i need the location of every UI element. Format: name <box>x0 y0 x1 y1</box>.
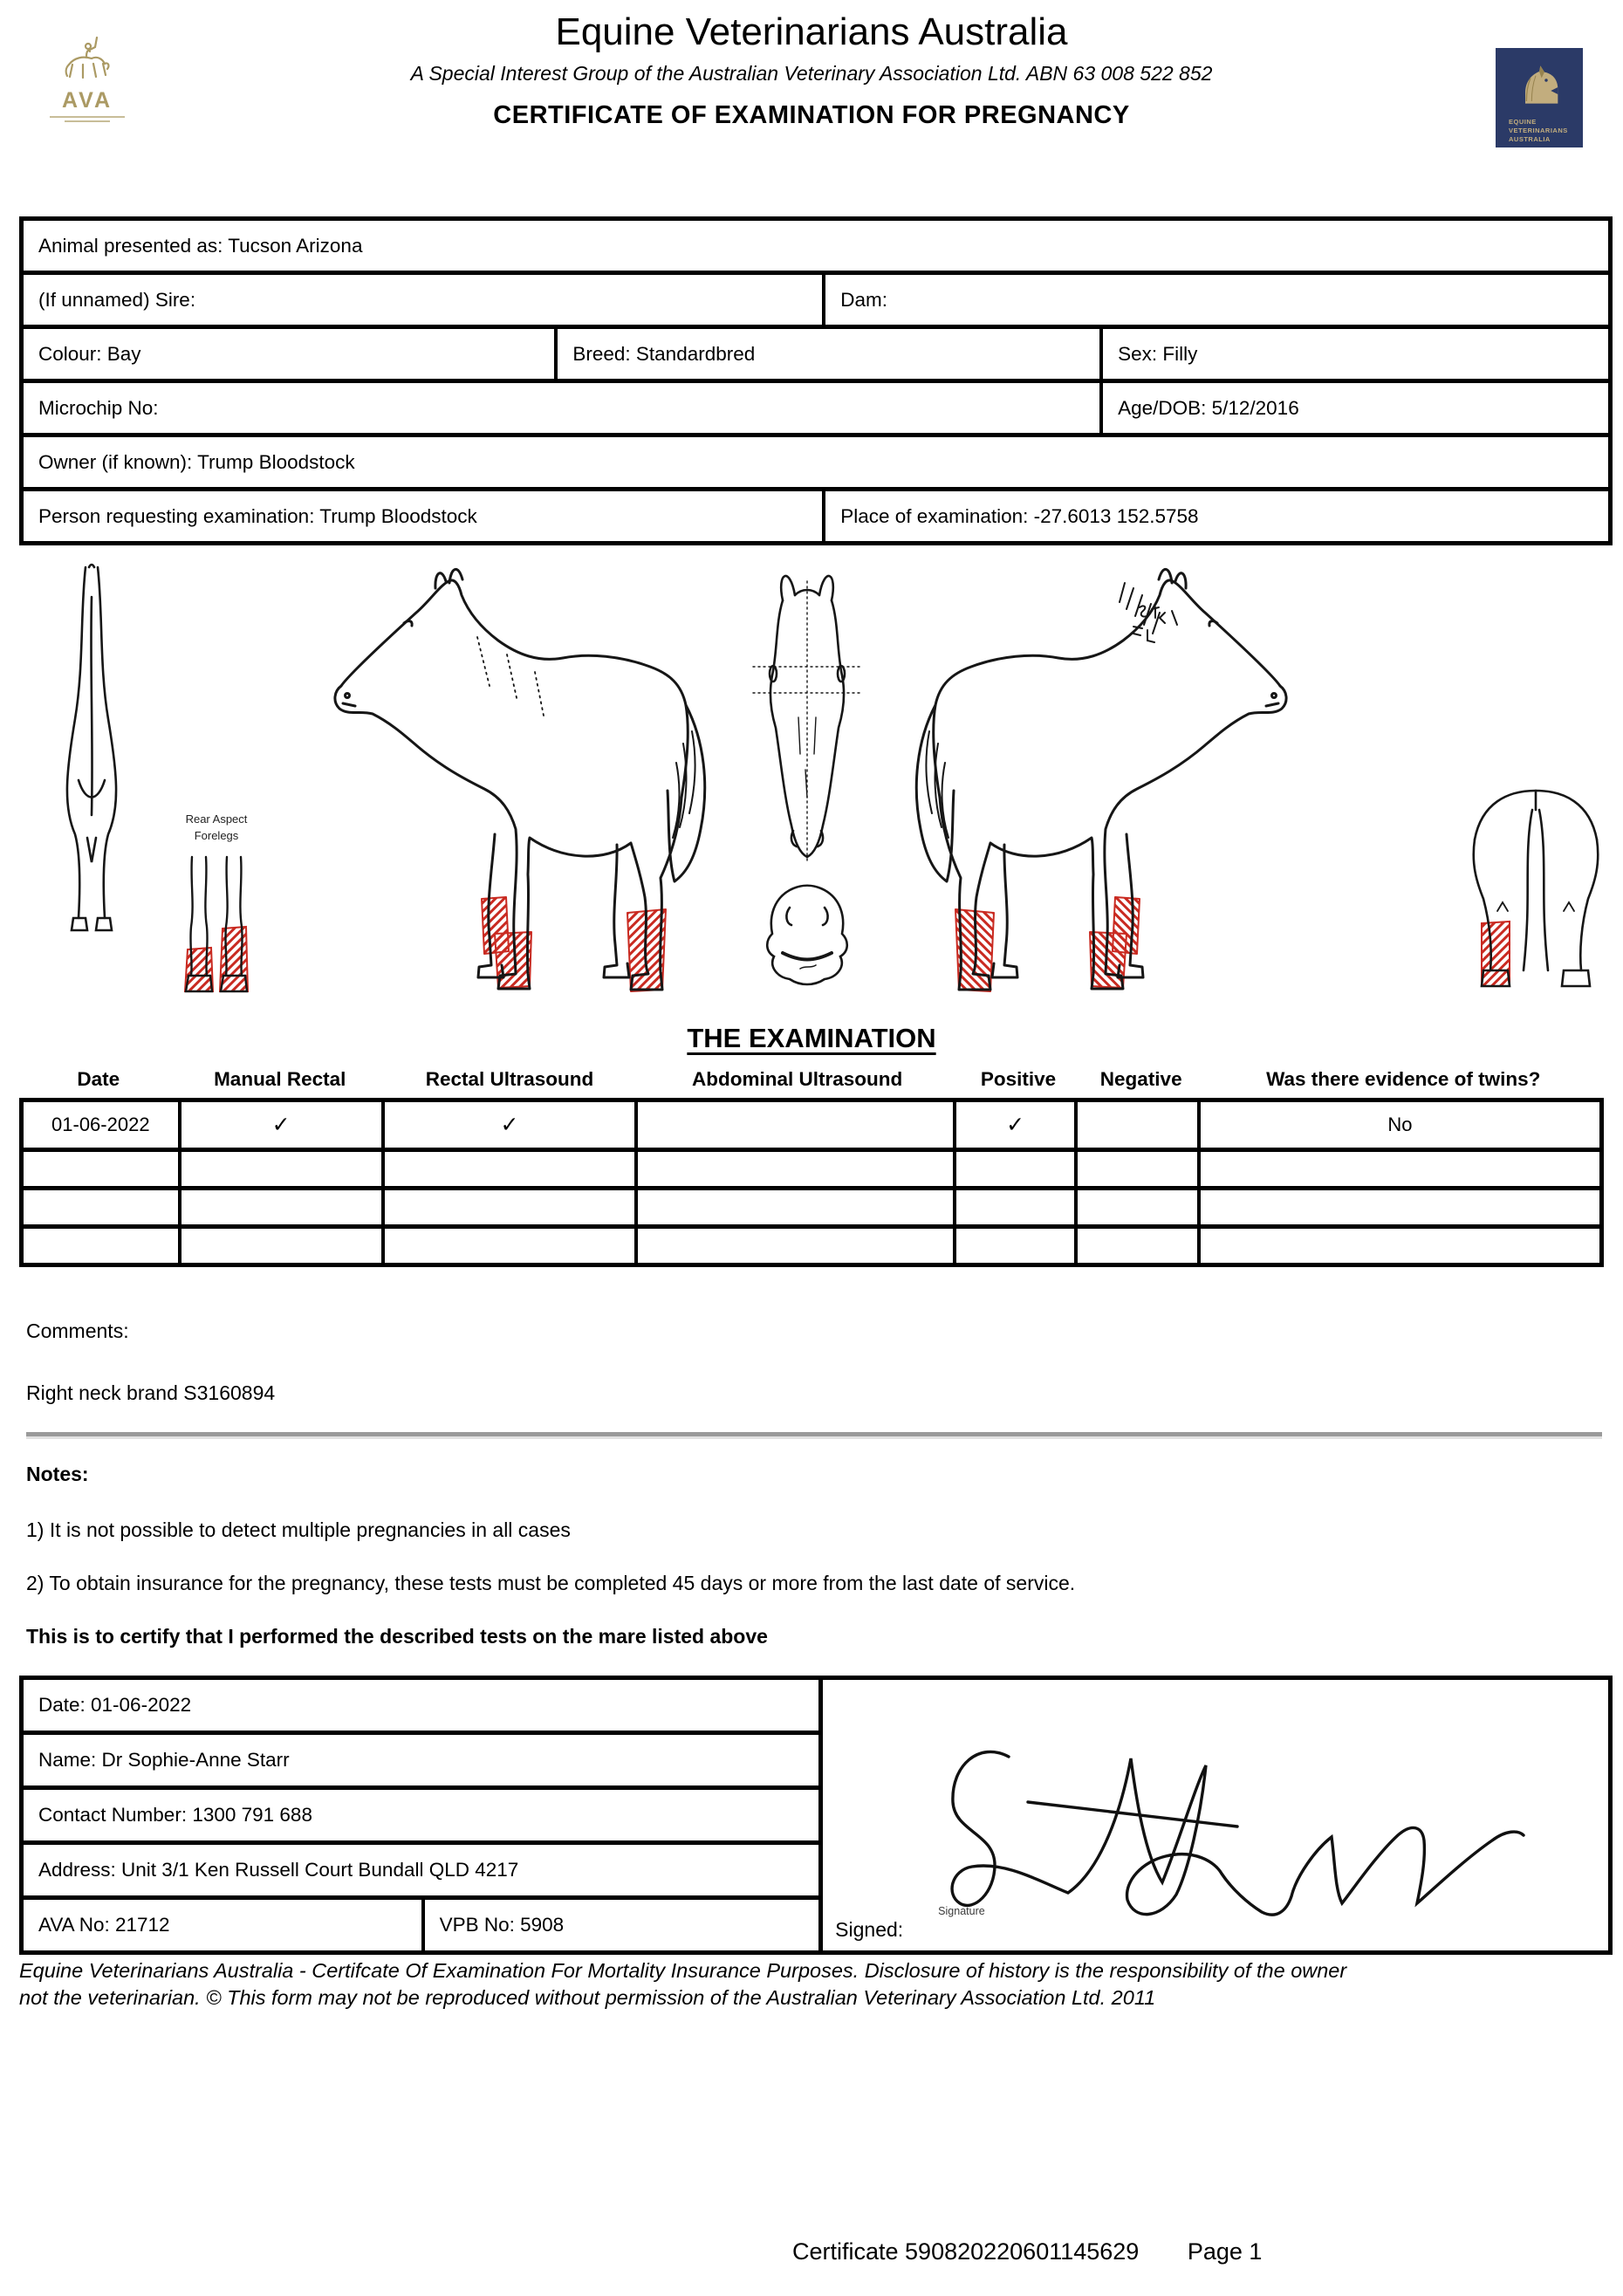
exam-cell <box>1201 1190 1599 1224</box>
certify-statement: This is to certify that I performed the described tests on the mare listed above <box>26 1625 768 1648</box>
exam-rectal-ultrasound-cell: ✓ <box>385 1102 639 1148</box>
ava-logo <box>37 31 138 122</box>
exam-cell <box>385 1190 639 1224</box>
eva-logo-text-line1: EQUINE <box>1509 118 1537 126</box>
place-of-examination-cell: Place of examination: -27.6013 152.5758 <box>822 491 1608 541</box>
col-header-abdominal-ultrasound: Abdominal Ultrasound <box>692 1068 903 1090</box>
notes-label: Notes: <box>26 1463 89 1485</box>
exam-twins-cell: No <box>1387 1114 1413 1135</box>
signed-label: Signed: <box>835 1918 904 1941</box>
col-header-positive: Positive <box>980 1068 1057 1090</box>
colour-cell: Colour: Bay <box>38 342 141 365</box>
signature-drawing <box>941 1732 1534 1924</box>
horse-side-left-drawing <box>188 557 702 997</box>
table-row <box>24 1790 818 1845</box>
comments-label: Comments: <box>26 1319 129 1342</box>
exam-cell <box>956 1152 1078 1186</box>
table-row <box>24 1900 818 1950</box>
owner-cell: Owner (if known): Trump Bloodstock <box>38 450 355 473</box>
person-requesting-cell: Person requesting examination: Trump Bloodstock <box>38 504 477 527</box>
exam-cell <box>956 1229 1078 1263</box>
table-row <box>24 329 1608 383</box>
table-row <box>24 437 1608 491</box>
exam-row-4 <box>24 1229 1599 1263</box>
exam-cell <box>24 1152 181 1186</box>
comments-text: Right neck brand S3160894 <box>26 1381 276 1404</box>
signature-caption: Signature <box>938 1905 985 1917</box>
ava-logo-text: AVA <box>61 88 113 113</box>
table-row <box>24 491 1608 541</box>
exam-cell <box>1201 1152 1599 1186</box>
horse-hind-rear-drawing <box>1459 784 1613 1000</box>
col-header-rectal-ultrasound: Rectal Ultrasound <box>425 1068 594 1090</box>
examination-title: THE EXAMINATION <box>687 1023 936 1053</box>
horse-rear-view-drawing <box>37 562 147 936</box>
veterinarian-table <box>19 1676 1613 1955</box>
exam-cell <box>24 1190 181 1224</box>
footer-disclaimer <box>19 1957 1611 2012</box>
table-row <box>24 1680 818 1735</box>
exam-positive-cell: ✓ <box>956 1102 1078 1148</box>
ava-horse-rider-icon <box>57 31 118 82</box>
microchip-cell: Microchip No: <box>38 396 159 419</box>
page-number: Page 1 <box>1187 2238 1263 2265</box>
exam-cell <box>638 1229 956 1263</box>
exam-cell <box>1078 1229 1201 1263</box>
animal-details-table <box>19 216 1613 545</box>
exam-cell <box>181 1190 385 1224</box>
exam-cell <box>1078 1190 1201 1224</box>
sex-cell: Sex: Filly <box>1099 329 1608 379</box>
exam-cell <box>24 1229 181 1263</box>
table-row <box>24 275 1608 329</box>
note-1: 1) It is not possible to detect multiple pregnancies in all cases <box>26 1518 571 1541</box>
animal-presented-cell: Animal presented as: Tucson Arizona <box>38 234 363 257</box>
exam-cell <box>956 1190 1078 1224</box>
eva-logo-text-line2: VETERINARIANS <box>1509 127 1568 135</box>
exam-row-1 <box>24 1102 1599 1152</box>
certificate-number: Certificate 590820220601145629 <box>792 2238 1140 2265</box>
vet-name-cell: Name: Dr Sophie-Anne Starr <box>38 1749 290 1771</box>
col-header-date: Date <box>77 1068 120 1090</box>
exam-cell <box>638 1152 956 1186</box>
exam-row-2 <box>24 1152 1599 1190</box>
foreleg-diagram-label: Rear Aspect Forelegs <box>185 812 248 842</box>
eva-knight-head-icon <box>1511 55 1567 113</box>
document-header <box>0 10 1623 130</box>
table-row <box>24 221 1608 275</box>
exam-cell <box>181 1229 385 1263</box>
horse-side-right-drawing <box>914 557 1438 997</box>
certificate-number-line <box>792 2238 1262 2265</box>
table-row <box>24 383 1608 437</box>
col-header-negative: Negative <box>1099 1068 1182 1090</box>
certificate-heading: CERTIFICATE OF EXAMINATION FOR PREGNANCY <box>493 100 1130 129</box>
ava-no-cell: AVA No: 21712 <box>38 1914 170 1936</box>
examination-section <box>19 1023 1604 1267</box>
eva-logo-text-line3: AUSTRALIA <box>1509 135 1551 144</box>
exam-cell <box>1078 1152 1201 1186</box>
note-2: 2) To obtain insurance for the pregnancy, these tests must be completed 45 days or more from the last date of service. <box>26 1572 1076 1594</box>
ava-logo-smalltext-bar <box>50 116 125 118</box>
page-title: Equine Veterinarians Australia <box>555 10 1068 53</box>
exam-cell <box>181 1152 385 1186</box>
col-header-twins: Was there evidence of twins? <box>1266 1068 1541 1090</box>
age-dob-cell: Age/DOB: 5/12/2016 <box>1099 383 1608 433</box>
vet-address-cell: Address: Unit 3/1 Ken Russell Court Bundall QLD 4217 <box>38 1859 519 1881</box>
footer-line-2: not the veterinarian. © This form may not be reproduced without permission of the Australian Veterinary Association Ltd. 2011 <box>19 1986 1156 2010</box>
breed-cell: Breed: Standardbred <box>554 329 1099 379</box>
ava-logo-smalltext-bar2 <box>65 120 110 122</box>
page-subtitle: A Special Interest Group of the Australian Veterinary Association Ltd. ABN 63 008 522 852 <box>410 61 1213 85</box>
exam-negative-cell <box>1078 1102 1201 1148</box>
col-header-manual-rectal: Manual Rectal <box>214 1068 346 1090</box>
vet-date-cell: Date: 01-06-2022 <box>38 1694 192 1716</box>
exam-row-3 <box>24 1190 1599 1229</box>
exam-cell <box>1201 1229 1599 1263</box>
exam-abdominal-ultrasound-cell <box>638 1102 956 1148</box>
eva-logo <box>1496 48 1583 147</box>
exam-manual-rectal-cell: ✓ <box>181 1102 385 1148</box>
section-divider <box>26 1432 1602 1439</box>
table-row <box>24 1845 818 1900</box>
exam-date-cell: 01-06-2022 <box>24 1102 181 1148</box>
horse-markings-diagram <box>0 550 1623 1005</box>
horse-face-front-drawing <box>737 560 877 993</box>
exam-cell <box>385 1152 639 1186</box>
dam-cell: Dam: <box>822 275 1608 325</box>
exam-cell <box>638 1190 956 1224</box>
examination-table <box>19 1098 1604 1267</box>
vet-contact-cell: Contact Number: 1300 791 688 <box>38 1804 312 1826</box>
examination-header-row <box>19 1068 1604 1091</box>
sire-cell: (If unnamed) Sire: <box>38 288 196 311</box>
vpb-no-cell: VPB No: 5908 <box>421 1900 819 1950</box>
table-row <box>24 1735 818 1790</box>
exam-cell <box>385 1229 639 1263</box>
signature-area <box>823 1680 1608 1950</box>
footer-line-1: Equine Veterinarians Australia - Certifcate Of Examination For Mortality Insurance Purposes. Disclosure of history is the responsibility of the owner <box>19 1959 1347 1982</box>
